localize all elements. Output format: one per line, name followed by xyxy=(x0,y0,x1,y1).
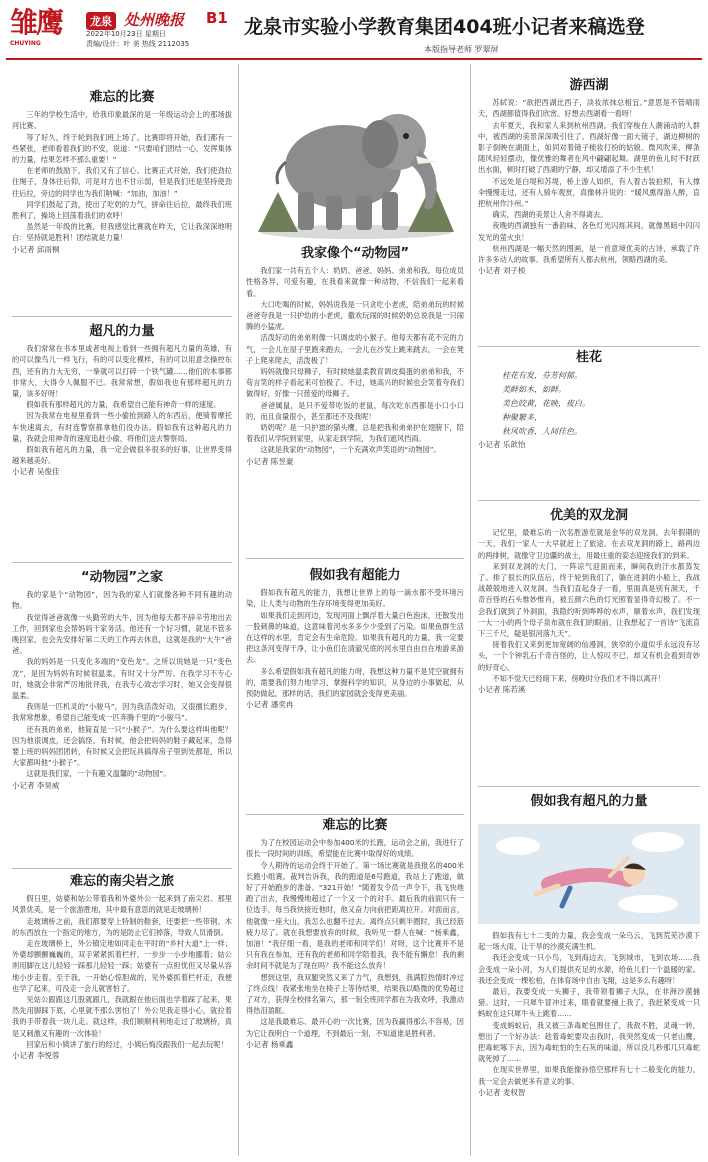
newspaper-name: 处州晚报 xyxy=(124,11,185,29)
article xyxy=(478,796,700,813)
paragraph: 还有我的弟弟，他简直是一只“小猴子”。为什么要这样叫他呢？因为他很调皮，还会搞怪。有时候，他会把妈妈的鞋子藏起来，急得要上班的妈妈团团转，有时候又会把玩具搞得房子里到处都是，所以大家都叫他“小猴子”。 xyxy=(12,724,232,768)
article-divider xyxy=(478,346,700,347)
paragraph: 假如我有超凡的能力，我想让世界上的每一滴水都不受环境污染，让人类与动物的生存环境变得更加美好。 xyxy=(246,588,464,609)
poem-line: 秋风吹香，人间佳色。 xyxy=(502,427,582,437)
article-author: 小记者 李悦蓉 xyxy=(12,1051,60,1061)
column-divider xyxy=(470,64,471,1156)
girl-flying-illustration xyxy=(478,824,700,924)
column-divider xyxy=(238,64,239,1156)
editor-line: 责编/设计：叶 美 热线 2112035 xyxy=(86,40,190,48)
paragraph: 我们常常在书本里或者电视上看到一些拥有超凡力量的英雄，有的可以像鸟儿一样飞行，有的可以变化模样，有的可以用意念操控东西，还有的力大无穷，一拳就可以打碎一个铁气罐……他们的本事都非常大，大得令人佩服不已。我常常想，假如我也有那样超凡的力量，该多好呀！ xyxy=(12,344,232,399)
article-divider xyxy=(12,316,232,317)
paragraph: 因为我常在电视里看到一些小偷抢到路人的东西后，便骑着摩托车快速离去，有时连警察都拿他们没办法。假如我有这种超凡的力量，我就会用神奇的速度追赶小偷，将他们送去警察局。 xyxy=(12,411,232,443)
paragraph: 三年的学校生活中，给我印象最深的是一年级运动会上的那场拔河比赛。 xyxy=(12,110,232,131)
paragraph: 我则是一匹机灵的“小骏马”，因为我活泼好动，又很擅长跑步，我常常想象，希望自己能变成一匹奔腾千里的“小骏马”。 xyxy=(12,702,232,723)
article-title: 游西湖 xyxy=(569,78,609,93)
poem-line: 种聚繁多， xyxy=(502,413,542,423)
paragraph: 回家后和小姨讲了旅行的经过，小姨后悔没跟我们一起去玩呢！ xyxy=(26,1039,228,1049)
advisor-line: 本版指导老师 罗翠屏 xyxy=(424,45,499,54)
paragraph: 夜晚的西湖独有一番韵味，各色灯光闪烁其间，就像黑暗中闪闪发光的萤火虫！ xyxy=(478,221,700,242)
article xyxy=(12,572,232,791)
issue-date: 2022年10月23日 星期日 xyxy=(86,30,166,38)
article xyxy=(246,248,464,467)
article-author: 小记者 李昊威 xyxy=(12,780,60,790)
article xyxy=(12,326,232,478)
article xyxy=(12,92,232,255)
paragraph: 令人期待的运动会终于开始了。第一场比赛就是我报名的400米长跑小组赛。裁判告诉我，我的跑道是6号跑道，我站上了跑道，做好了开始跑步的准备。“321开始！”随着发令员一声令下，我飞快地跑了出去，我慢慢地超过了一个又一个的对手。最后我的前面只有一位选手，每当我快接近他时，他又奋力向前把距离拉开。对面而言，他就像一座大山，我怎么也翻不过去。离终点只剩半圈时，我已经筋疲力尽了。就在我想要放弃的时候，我听见一群人在喊：“杨乘鑫，加油！”我仔细一看，是我的老师和同学们！对呀，这个比赛并不是只有我在参加，还有我的老师和同学陪着我，我不能有懈怠！我的剩余时间不就是为了现在吗？我不能这么放弃！ xyxy=(246,860,464,971)
article xyxy=(478,930,700,1098)
elephant-illustration xyxy=(248,72,464,242)
paragraph: 爸爸属鼠，是只不爱带吃饭的老鼠，每次吃东西都是小口小口的，而且食量很小，甚至都还不及我呢！ xyxy=(246,400,464,421)
article-author: 小记者 杨乘鑫 xyxy=(246,1039,294,1049)
article-author: 小记者 潘奕冉 xyxy=(246,700,294,710)
article-title: 难忘的比赛 xyxy=(89,90,155,105)
article-divider xyxy=(12,562,232,563)
paragraph: 奶奶呢？是一只护崽的猫头鹰，总是把我和弟弟护在翅膀下，陪着我们从学院到家里，从家走到学院，为我们遮风挡雨。 xyxy=(246,423,464,444)
paragraph: 虽然是一年级的比赛，但我感觉比赛就在昨天，它让我深深地明白：坚持就是胜利！团结就是力量！ xyxy=(12,222,232,243)
article-divider xyxy=(478,786,700,787)
article-author: 小记者 陈昱豪 xyxy=(246,456,294,466)
paragraph: 我还会变成一只小鸟，飞到海边去，飞到城市，飞到农场……我会变成一朵小河，为人们提供充足的水源，给鱼儿们一个温暖的家。我还会变成一棵松柏，在体育场中自由飞翔，这是多么有趣呀！ xyxy=(478,953,700,985)
article-title: 优美的双龙洞 xyxy=(549,508,628,523)
paragraph: 为了在校园运动会中参加400米的长跑，运动会之前，我进行了很长一段时间的训练，希望能在比赛中取得好的成绩。 xyxy=(246,838,464,859)
article-author: 小记者 麦权智 xyxy=(478,1087,526,1097)
article-author: 小记者 陈若溪 xyxy=(478,685,526,695)
paragraph: 假日里，姑婆和姑公带着我和外婆外公一起来到了南尖岩。那里风景优美，是一个旅游胜地，其中最有意思的就是走玻璃桥！ xyxy=(12,894,232,915)
article-author: 小记者 刘子桢 xyxy=(478,266,526,276)
region-badge: 龙泉 xyxy=(86,12,116,30)
paragraph: 这就是我家的“动物园”，一个充满欢声笑语的“动物园”。 xyxy=(260,445,441,455)
article-title: “动物园”之家 xyxy=(80,570,164,585)
paragraph: 多么希望假如我有超凡的能力呀，我想这种力量不是凭空就拥有的，需要我们努力地学习，掌握科学的知识，从身边的小事做起，从预防做起，那样的话，我们的家园就会变得更美丽。 xyxy=(246,666,464,699)
article-author: 小记者 乐歆怡 xyxy=(478,440,526,450)
paragraph: 来到双龙洞的大门，一阵凉气迎面而来，瞬间我的汗水都蒸发了。排了很长的队伍后，终于轮到我们了，躺在进洞的小船上，我战战兢兢地进入双龙洞。当我们直起身子一看，里面真是别有洞天，千奇百怪的石头惟妙惟肖，被五颜六色的灯光照着显得奇幻极了。不一会我们就到了外洞面，我隐约听到哗哗的水声，顺着水声，我们发现一大一小的两个母子泉布就在我们的眼前，让我想起了一首诗“飞流直下三千尺，疑是银河落九天”。 xyxy=(478,561,700,639)
article-divider xyxy=(246,814,464,815)
article xyxy=(478,510,700,695)
paragraph: 活泼好动的弟弟则像一只调皮的小猴子。他每天都有花不完的力气，一会儿在屋子里跑来跑去，一会儿在沙发上跳来跳去，一会在凳子上爬来爬去，活泼极了！ xyxy=(246,333,464,365)
paragraph: 大口吃喝的时候，妈妈说我是一只贪吃小老虎，陪弟弟玩的时候爸爸夸我是一只护幼的小老虎，撒欢玩闹的时候奶奶总说我是一只闹腾的小猛虎。 xyxy=(246,299,464,332)
paragraph: 在老师的鼓励下，我们又有了信心。比赛正式开始，我们使劲拉住绳子，身体往后仰，可是对方也不甘示弱，但是我们还是坚持使劲往后拉，旁边的同学也为我们呐喊：“加油，加油！” xyxy=(12,166,232,198)
paragraph: 假如我有那样超凡的力量，我希望自己能有神奇一样的速度。 xyxy=(26,400,221,410)
poem-line: 美色皎黄，花映，夜白。 xyxy=(502,399,590,409)
article-divider xyxy=(478,500,700,501)
paragraph: 妈妈就像只母狮子，有时候她温柔教育调皮捣蛋的弟弟和我，不苟言笑的样子看起来可怕极了。不过，她高兴的时候也会笑着夸我们做得好，好像一只慈爱的母狮子。 xyxy=(246,367,464,399)
poem xyxy=(502,369,700,439)
paragraph: 这就是我们家，一个有趣又温馨的“动物园”。 xyxy=(26,769,171,779)
article-title: 桂花 xyxy=(575,350,602,365)
paragraph: 记忆里，最难忘的一次名胜游览就是金华的双龙洞。去年假期的一天，我们一家人一大早就赶上了旅途。在去双龙洞的路上，路两边的两排树，就像守卫边疆的战士，用最庄重的姿态迎接我们的到来。 xyxy=(478,528,700,560)
paragraph: 见姑公跟跟这几股就跟几，我就跟在他后面也学着踩了起来，果然先用脚踩下底，心里就不那么害怕了！外公见我走得小心，就拉着我的手带着我一块儿走。就这样，我们顺顺利利地走过了玻璃桥，真是又刺激又有趣的一次体验！ xyxy=(12,995,232,1038)
paragraph: 想到这里，我双腿突然又来了力气，我想到，我满腔热情时冲过了终点线！我紧张地坐在椅子上等待结果，结果我以略微的优势超过了对方，获得全校排名第六，那一刻全班同学都在为我欢呼，我激动得热泪盈眶。 xyxy=(246,972,464,1016)
paragraph: 走在玻璃桥上，外公镇定地如同走在平时的“乡村大道”上一样；外婆却颤颤巍巍的，双手紧紧抓着栏杆，一步步一小步地挪着；姑公则用脚在这儿轻轻一踩那儿轻轻一踩；姑婆有一点担忧但又尽量从容地小步走着。至于我，一开始心惊胆战的，见外婆抓着栏杆走，我便也学了起来，可没走一会儿就害怕了。 xyxy=(12,939,232,993)
paragraph: 接着我们又来到更加宽阔的仙漫洞，狭窄的小道似乎永远没有尽头，一个个钟乳石千奇百怪的，让人惊叹不已，却又有机会看到奇妙的好奇心。 xyxy=(478,640,700,672)
paragraph: 去年夏天，我和家人来到杭州西湖。我们穿梭在人潮涌动的人群中，被西湖的美景深深吸引住了。西湖好像一面大镜子，湖边柳树的影子倒映在湖面上，如同对着镜子梳妆打扮的姑娘。微风吹来，柳条随风轻轻摆动，像优雅的舞者在风中翩翩起舞。湖里的鱼儿时不时跃出水面，顿时打破了西湖的宁静，却又增添了不少生机！ xyxy=(478,120,700,175)
paragraph: 假如我有七十二变的力量，我会变成一朵乌云，飞到荒芜沙漠下起一场大雨，让干旱的沙漠充满生机。 xyxy=(478,931,700,952)
article xyxy=(478,80,700,276)
paragraph: 如果我们走到河边，发现河面上飘浮着大量白色泡沫，还散发出一股刺鼻的味道，这意味着河水多多少少受到了污染。如果鱼群生活在这样的水里，肯定会有生命危险。如果我有超凡的力量，我一定要把这条河变得干净，让小鱼们在清澈见底的河水里自由自在地游来游去。 xyxy=(246,610,464,665)
paragraph: 变成蚂蚁后，我又被三条毒蛇包围住了，我敌不胜，灵魂一转，想出了一个好办法：趁着毒蛇要攻击我时，我突然变成一只老山鹰，把毒蛇啄下去，因为毒蛇怕的生石灰的味道，所以没几秒那几只毒蛇就死掉了…… xyxy=(478,1020,700,1064)
article xyxy=(246,820,464,1050)
paragraph: 最后，我要变成一头狮子，我带领着狮子大队，在非洲沙漠捕猎。这时，一只犀牛冒冲过来，眼看就要撞上我了，我赶紧变成一只蚂蚁在这只犀牛头上跳着…… xyxy=(478,987,700,1019)
paragraph: 走玻璃桥之前，我们都要穿上特制的鞋套，还要把一些带钢、木的东西放在一个指定的地方，为的是防止它们掉落，导致人员滑倒。 xyxy=(12,916,232,937)
paragraph: 我觉得爸爸就像一头勤劳的大牛，因为他每天都不辞辛劳地出去工作，回到家也会帮妈妈干家务活。他还有一个好习惯，就是不管多晚回家，也会先安排好第二天的工作再去休息，这就是我的“大牛”爸爸。 xyxy=(12,612,232,656)
paragraph: 我的妈妈是一只变化多端的“变色龙”。之所以说她是一只“变色龙”，是因为妈妈有时候很温柔，有时又十分严厉。在我学习不专心时，她就会非常严厉地批评我，在我专心致志学习时，她又会变得很温柔。 xyxy=(12,657,232,701)
page-number: B1 xyxy=(206,9,228,27)
paragraph: 杭州西湖是一幅天然的图画，是一首意境优美的古诗，承载了许许多多动人的故事。我希望所有人都去杭州，领略西湖的美。 xyxy=(478,243,700,265)
page-headline: 龙泉市实验小学教育集团404班小记者来稿选登 xyxy=(244,16,645,38)
article-title: 难忘的南尖岩之旅 xyxy=(69,874,174,889)
masthead-logo: 雏鹰 xyxy=(10,6,63,39)
article xyxy=(246,570,464,710)
article xyxy=(478,352,700,450)
article-title: 假如我有超凡的力量 xyxy=(530,794,648,809)
paragraph: 假如我有超凡的力量，我一定会做很多很多的好事，让世界变得越来越美好。 xyxy=(12,445,232,466)
article-divider xyxy=(246,558,464,559)
paragraph: 我们家一共有五个人：奶奶、爸爸、妈妈、弟弟和我。每位成员性格各异，可爱有趣，在我看来就像一种动物，不信我们一起来看看。 xyxy=(246,266,464,298)
paragraph: 确实，西湖的美景让人舍不得离去。 xyxy=(492,210,608,220)
masthead-logo-subtitle: CHUYING xyxy=(10,40,41,47)
article-divider xyxy=(12,868,232,869)
paragraph: 不知不觉天已经暗下来，傍晚时分我们才不得以离开！ xyxy=(492,673,665,683)
article-author: 小记者 邱雨桐 xyxy=(12,244,60,254)
paragraph: 在现实世界里，如果我能像孙悟空那样有七十二般变化的能力，我一定会去做更多有意义的事。 xyxy=(478,1065,700,1086)
article-author: 小记者 吴俊佳 xyxy=(12,467,60,477)
article-title: 假如我有超能力 xyxy=(309,568,401,583)
poem-line: 桂花有发，芬芳何郁。 xyxy=(502,371,582,381)
paragraph: 不远处是白堤和苏堤，桥上游人如织，有人着古装拍照，有人撑伞慢慢走过，还有人骑车观赏，真像林升说的：“暖风熏得游人醉，直把杭州作汴州。” xyxy=(478,176,700,209)
paragraph: 同学们鼓起了劲，使出了吃奶的力气，拼命往后拉，最终我们班胜利了，操场上回荡着我们的欢呼！ xyxy=(12,199,232,221)
paragraph: 等了好久，终于轮到我们班上场了。比赛即将开始，我们都有一些紧张，老师看着我们的不安，说道：“只要咱们团结一心，发挥集体的力量，结果怎样不那么重要！” xyxy=(12,132,232,165)
article-title: 难忘的比赛 xyxy=(322,818,388,833)
masthead-rule xyxy=(6,58,702,60)
paragraph: 这是我最难忘、最开心的一次比赛，因为我赢得那么不容易，因为它让我明白一个道理，不到最后一刻，不知道谁是胜利者。 xyxy=(246,1017,464,1038)
article-title: 超凡的力量 xyxy=(89,324,155,339)
paragraph: 苏轼说：“欲把西湖比西子，淡妆浓抹总相宜。”意思是不管晴雨天，西湖都值得我们欣赏。好想去西湖看一看呀！ xyxy=(478,98,700,119)
paragraph: 我的家是个“动物园”，因为我的家人们就像各种不同有趣的动物。 xyxy=(12,590,232,611)
article-title: 我家像个“动物园” xyxy=(300,246,410,261)
article xyxy=(12,876,232,1061)
poem-line: 美鲜如木，如鲜。 xyxy=(502,385,566,395)
